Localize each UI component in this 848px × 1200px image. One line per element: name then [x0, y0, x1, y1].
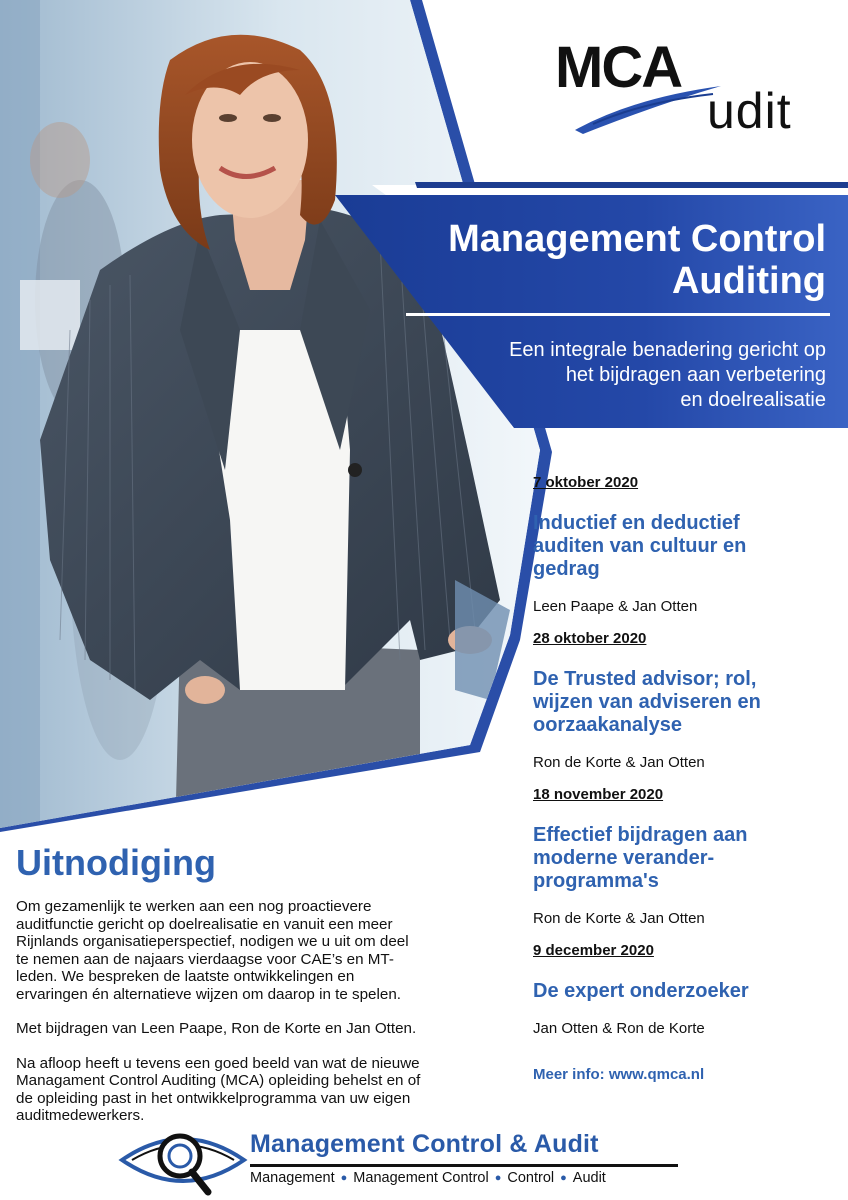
invitation-line: de opleiding past in het ontwikkelprogramma van uw eigen — [16, 1089, 411, 1107]
invitation-line: Rijnlands organisatieperspectief, nodigen we u uit om deel — [16, 933, 409, 950]
invitation-line: Na afloop heeft u tevens een goed beeld van wat de nieuwe — [16, 1054, 420, 1072]
session-title-line: gedrag — [533, 558, 600, 580]
invitation-line: auditmedewerkers. — [16, 1107, 145, 1124]
footer-company-name: Management Control & Audit — [250, 1130, 599, 1158]
footer-tag: Control — [507, 1170, 555, 1186]
session-speakers: Ron de Korte & Jan Otten — [533, 754, 705, 771]
invitation-line: ervaringen én alternatieve wijzen om daarop in te spelen. — [16, 985, 401, 1003]
subtitle-line-3: en doelrealisatie — [680, 389, 826, 411]
footer-tag: Management — [250, 1170, 335, 1186]
subtitle-line-2: het bijdragen aan verbetering — [565, 364, 826, 386]
session-title-line: Inductief en deductief — [533, 512, 740, 534]
session-speakers: Leen Paape & Jan Otten — [533, 598, 698, 615]
session-title-line: De Trusted advisor; rol, — [533, 668, 757, 690]
invitation-body — [16, 898, 484, 1142]
footer-divider — [250, 1164, 678, 1167]
invitation-line: leden. We bespreken de laatste ontwikkelingen en — [16, 968, 355, 985]
session-title — [533, 824, 833, 893]
session-list — [533, 474, 833, 1098]
session-item — [533, 630, 833, 786]
subtitle-line-1: Een integrale benadering gericht op — [509, 339, 826, 361]
more-info-link[interactable]: Meer info: www.qmca.nl — [533, 1066, 705, 1083]
session-title-line: wijzen van adviseren en — [533, 691, 761, 713]
footer-tagline — [250, 1170, 606, 1186]
invitation-paragraph-2: Met bijdragen van Leen Paape, Ron de Korte en Jan Otten. — [16, 1020, 417, 1037]
session-item — [533, 474, 833, 630]
footer-tag: Management Control — [353, 1170, 489, 1186]
footer-tag: Audit — [572, 1170, 606, 1186]
invitation-paragraph-3 — [16, 1055, 484, 1125]
session-date: 18 november 2020 — [533, 786, 664, 803]
invitation-line: te nemen aan de najaars vierdaagse voor CAE’s en MT- — [16, 950, 394, 968]
session-title — [533, 980, 833, 1003]
session-title-line: oorzaakanalyse — [533, 714, 682, 736]
session-date: 9 december 2020 — [533, 942, 654, 959]
session-title-line: Effectief bijdragen aan — [533, 824, 748, 846]
bullet-icon: ● — [494, 1172, 502, 1184]
session-speakers: Jan Otten & Ron de Korte — [533, 1020, 705, 1037]
page-title — [366, 218, 826, 302]
invitation-paragraph-1 — [16, 898, 484, 1003]
mca-audit-logo — [555, 30, 825, 140]
session-title-line: programma's — [533, 870, 659, 892]
page-subtitle — [446, 338, 826, 413]
bullet-icon: ● — [560, 1172, 567, 1184]
session-speakers: Ron de Korte & Jan Otten — [533, 910, 705, 927]
invitation-line: Om gezamenlijk te werken aan een nog proactievere — [16, 898, 372, 915]
title-line-2: Auditing — [671, 260, 826, 302]
session-title-line: De expert onderzoeker — [533, 980, 749, 1002]
title-line-1: Management Control — [448, 218, 826, 260]
session-date: 7 oktober 2020 — [533, 474, 639, 491]
session-title-line: moderne verander- — [533, 847, 715, 869]
session-title-line: auditen van cultuur en — [533, 535, 747, 557]
logo-udit-text: udit — [707, 83, 792, 139]
session-title — [533, 668, 833, 737]
invitation-line: Managament Control Auditing (MCA) opleiding behelst en of — [16, 1072, 421, 1089]
session-title — [533, 512, 833, 581]
title-divider — [406, 313, 830, 316]
session-date: 28 oktober 2020 — [533, 630, 647, 647]
bullet-icon: ● — [340, 1172, 348, 1184]
invitation-line: auditfunctie gericht op doelrealisatie en vanuit een meer — [16, 915, 393, 933]
logo-mca-text: MCA — [555, 35, 682, 100]
invitation-heading: Uitnodiging — [16, 842, 216, 883]
eye-magnifier-icon — [118, 1122, 248, 1196]
session-item — [533, 786, 833, 942]
logo-swoosh — [573, 78, 723, 138]
